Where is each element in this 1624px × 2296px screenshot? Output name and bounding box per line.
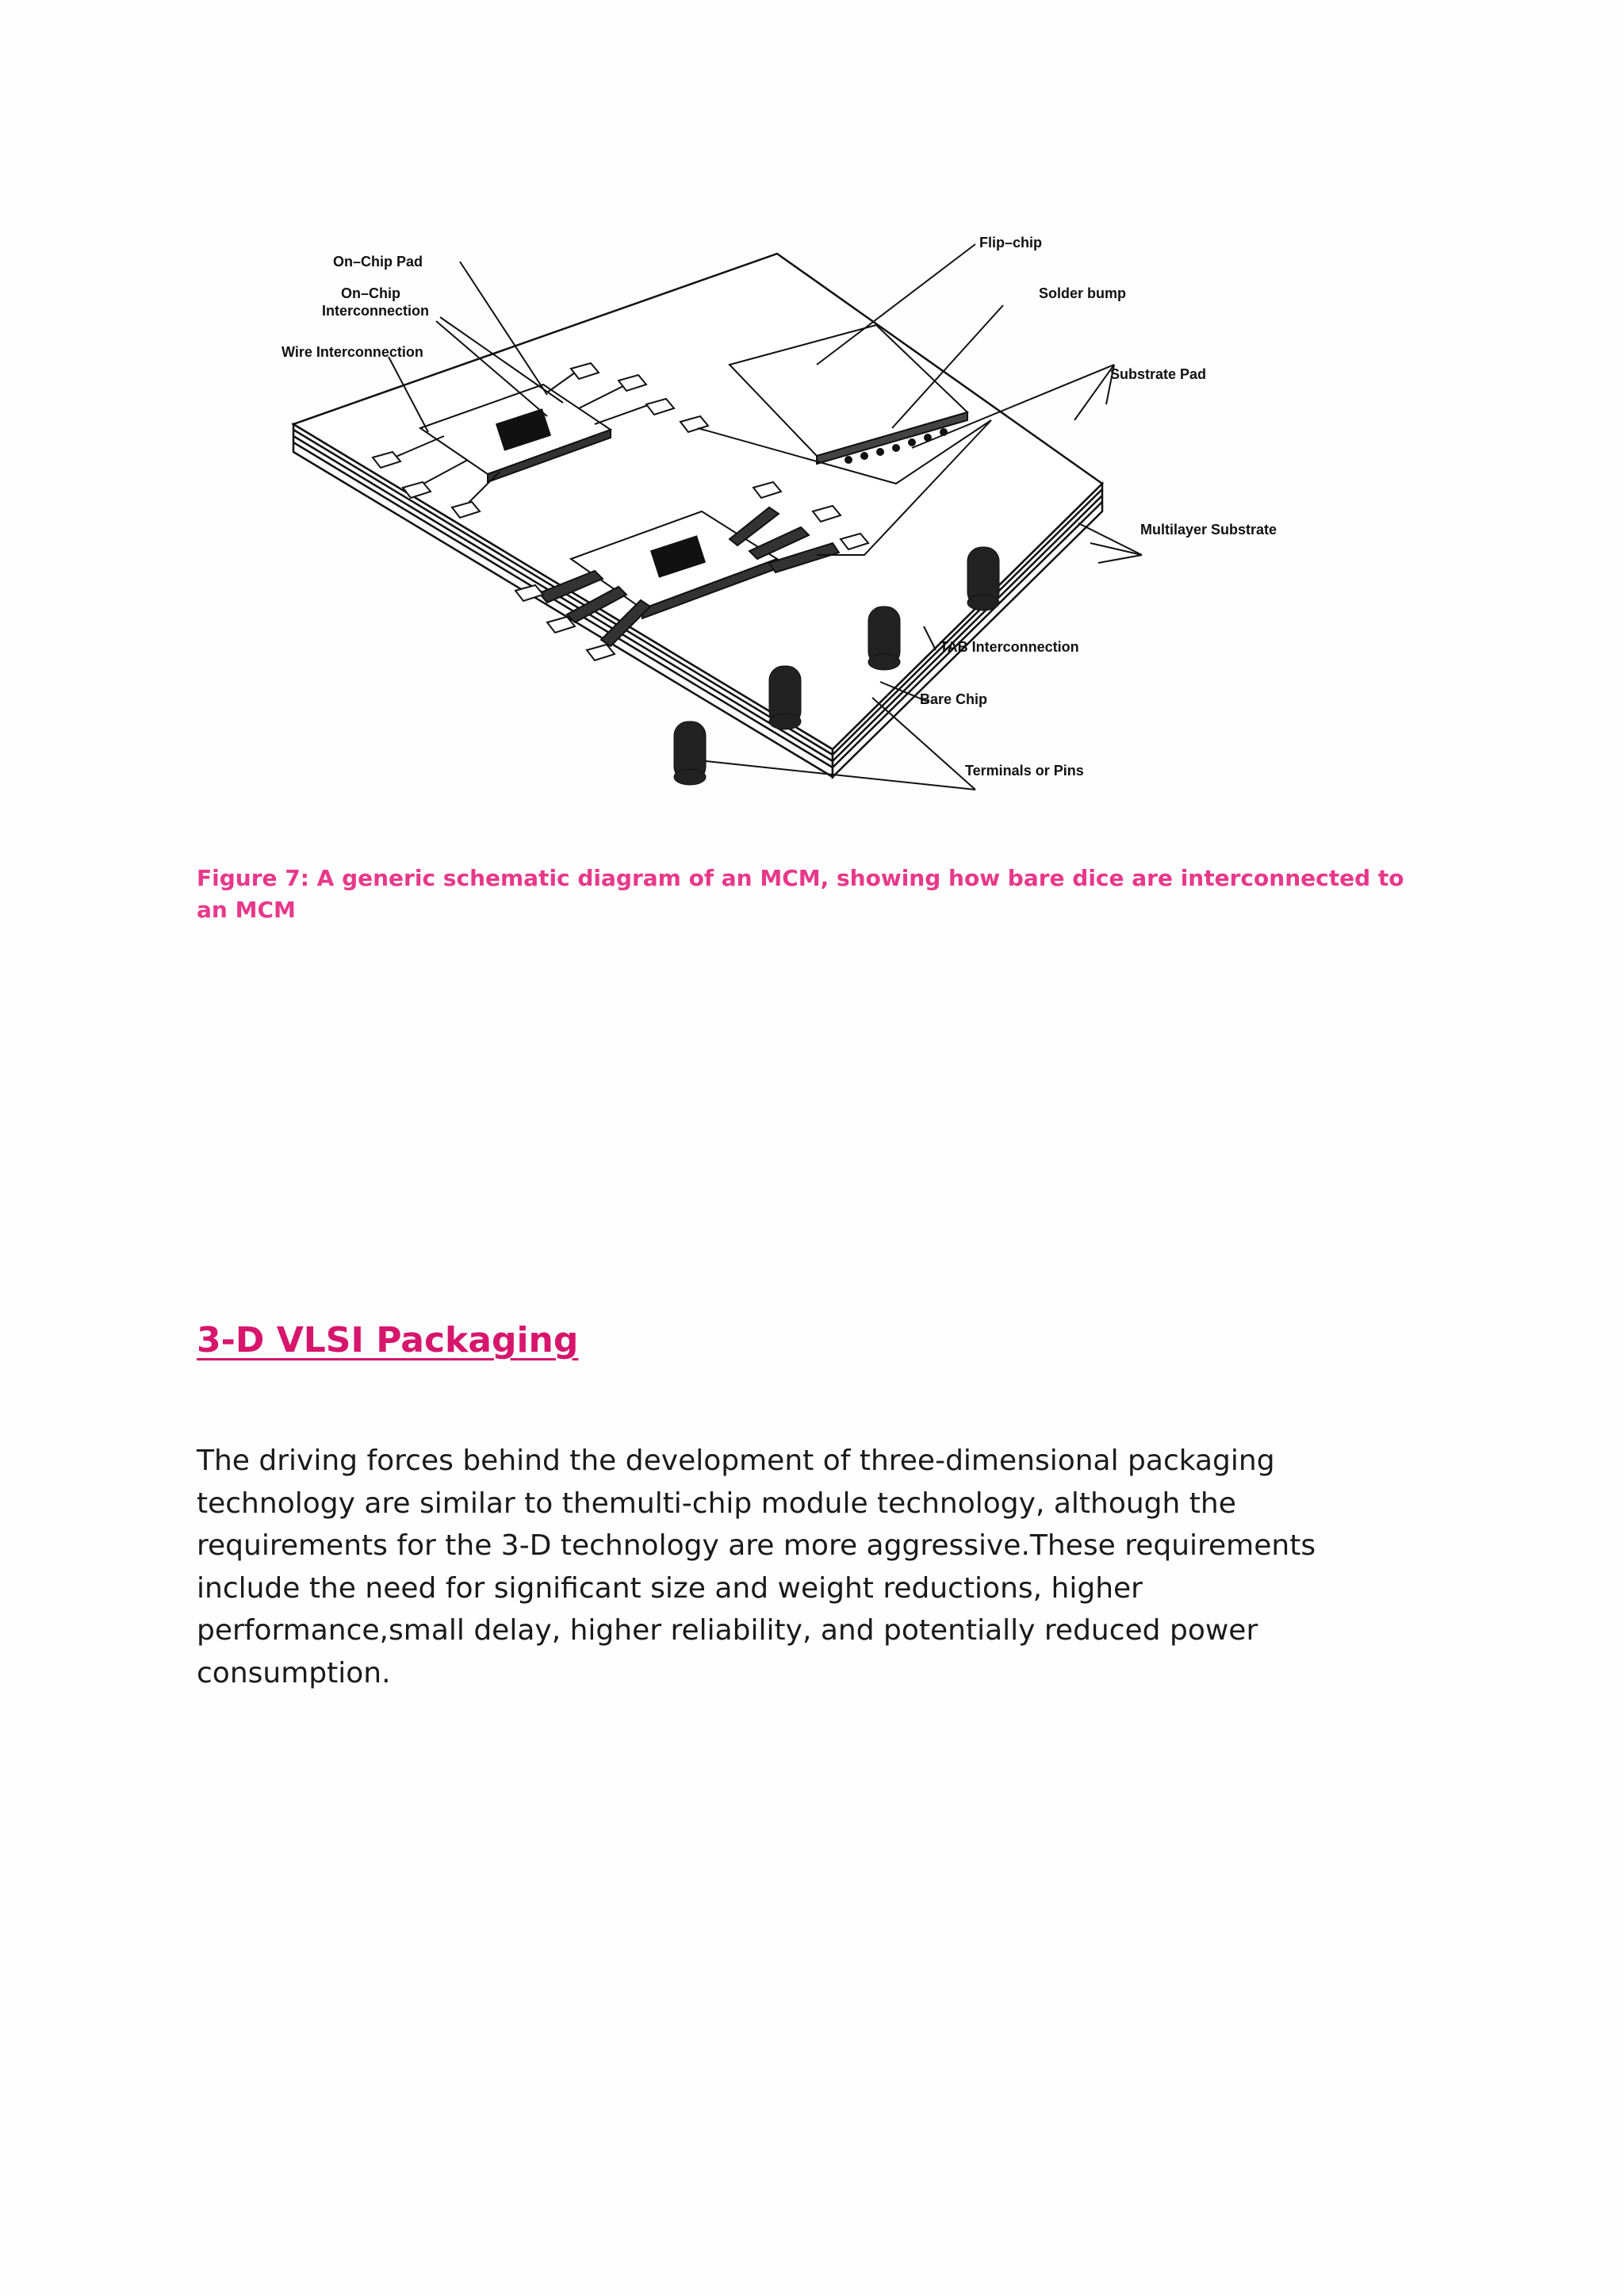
label-terminals-or-pins: Terminals or Pins — [965, 763, 1084, 779]
label-multilayer-substrate: Multilayer Substrate — [1140, 522, 1277, 538]
label-on-chip-interconnection-1: On–Chip — [341, 285, 400, 301]
figure-caption: Figure 7: A generic schematic diagram of an MCM, showing how bare dice are interconnected to an MCM — [197, 865, 1404, 923]
label-on-chip-interconnection-2: Interconnection — [322, 303, 430, 319]
mcm-schematic-figure — [262, 222, 1340, 809]
label-wire-interconnection: Wire Interconnection — [282, 344, 423, 360]
mcm-diagram — [262, 222, 1340, 809]
label-substrate-pad: Substrate Pad — [1110, 366, 1207, 382]
label-tab-interconnection: TAB Interconnection — [940, 639, 1079, 655]
label-solder-bump: Solder bump — [1039, 285, 1127, 301]
label-flip-chip: Flip–chip — [979, 235, 1043, 251]
label-on-chip-pad: On–Chip Pad — [333, 254, 423, 270]
body-paragraph: The driving forces behind the development of three-dimensional packaging technology are similar to themulti-chip module technology, although the requirements for the 3-D technology are more aggressive.These requirements include the need for significant size and weight reductions, higher performance,small delay, higher reliability, and potentially reduced power consumption. — [197, 1445, 1316, 1689]
section-heading: 3-D VLSI Packaging — [197, 1320, 579, 1360]
label-bare-chip: Bare Chip — [920, 691, 988, 707]
